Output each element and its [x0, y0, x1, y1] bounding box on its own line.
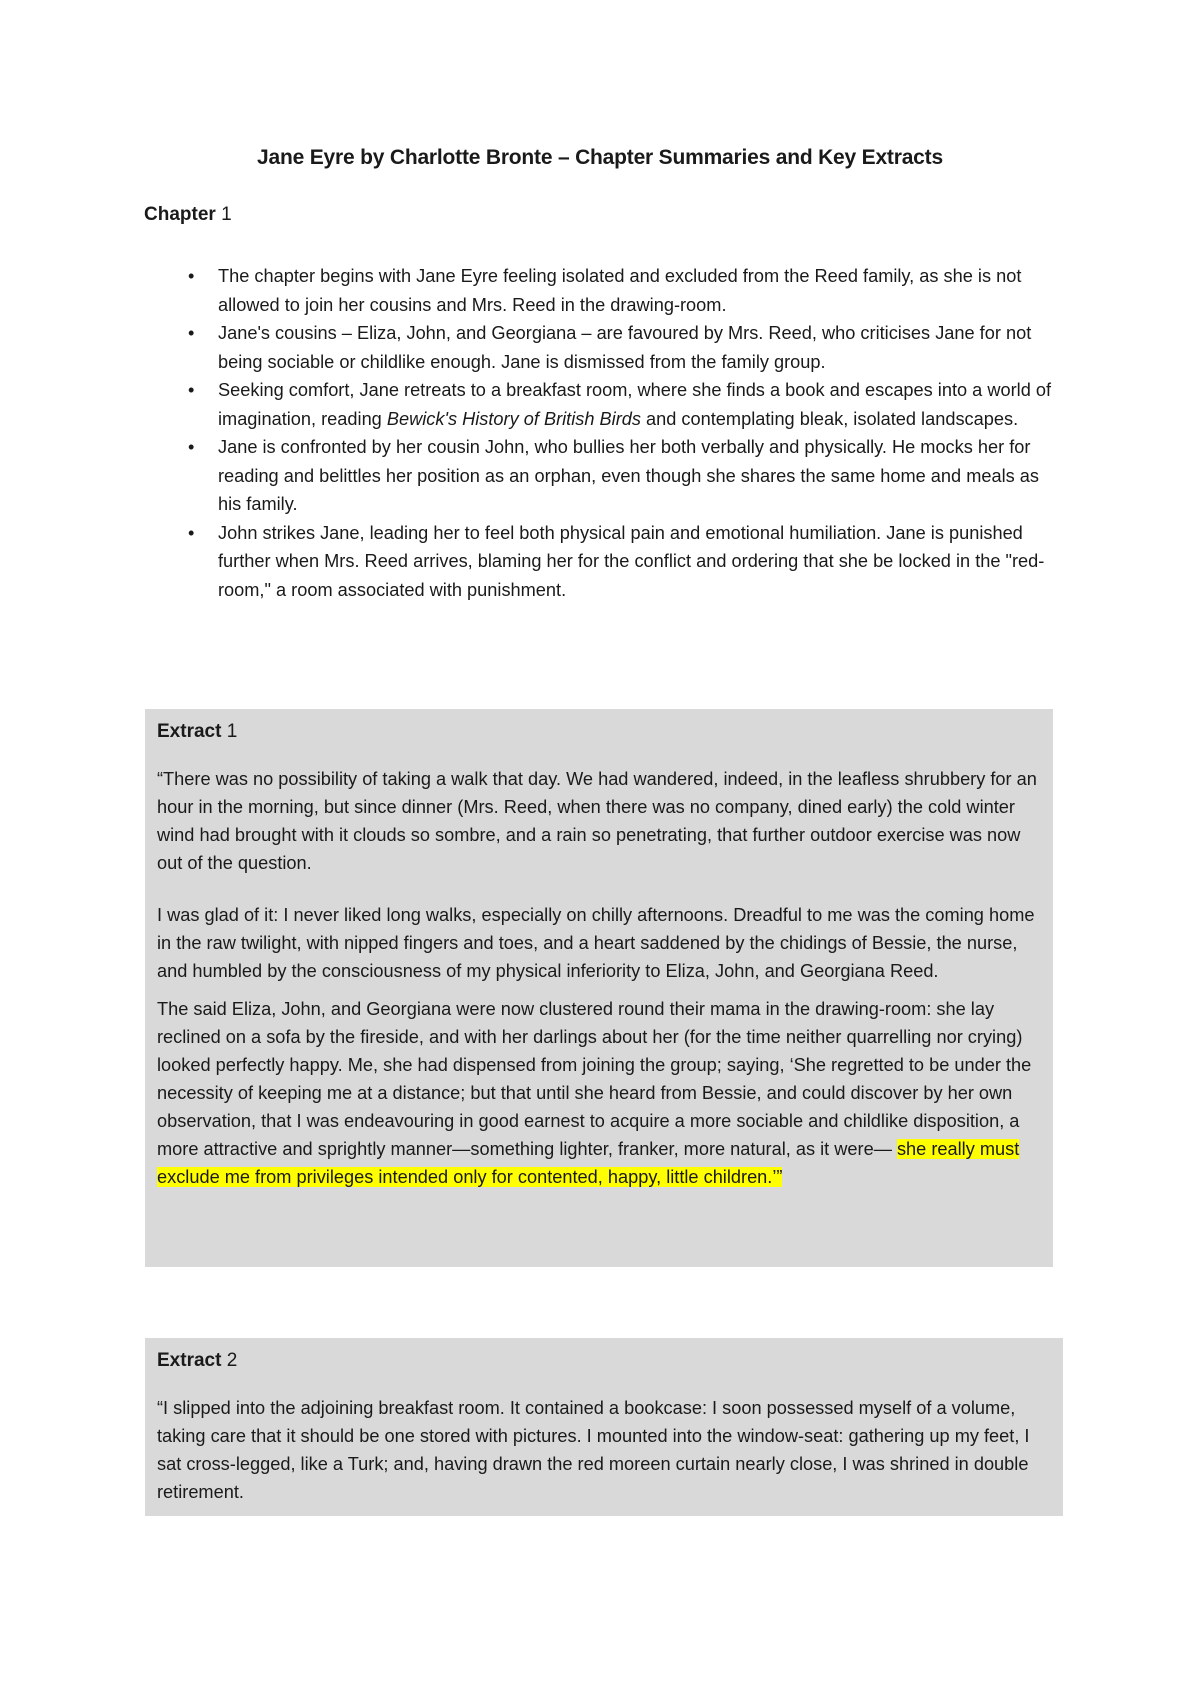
- extract-number: 2: [226, 1350, 238, 1371]
- summary-bullet: [144, 519, 1064, 605]
- highlighted-quote: she really must exclude me from privileges intended only for contented, happy, little children.’”: [157, 1139, 1020, 1187]
- summary-bullet: [144, 433, 1064, 519]
- chapter-label: Chapter: [144, 204, 216, 225]
- summary-bullet: [144, 319, 1064, 376]
- extract-paragraph: [157, 995, 1037, 1191]
- summary-bullet-text: Jane is confronted by her cousin John, who bullies her both verbally and physically. He mocks her for reading and belittles her position as an orphan, even though she shares the same home and meals as his family.: [218, 437, 1039, 514]
- extract-paragraph: “There was no possibility of taking a walk that day. We had wandered, indeed, in the leafless shrubbery for an hour in the morning, but since dinner (Mrs. Reed, when there was no company, dined early) the cold winter wind had brought with it clouds so sombre, and a rain so penetrating, that further outdoor exercise was now out of the question.: [157, 769, 1037, 873]
- chapter-heading: [144, 204, 232, 226]
- extract-paragraph: “I slipped into the adjoining breakfast room. It contained a bookcase: I soon possessed myself of a volume, taking care that it should be one stored with pictures. I mounted into the window-seat: gathering up my feet, I sat cross-legged, like a Turk; and, having drawn the red moreen curtain nearly close, I was shrined in double retirement.: [157, 1398, 1030, 1502]
- document-title: Jane Eyre by Charlotte Bronte – Chapter Summaries and Key Extracts: [257, 146, 943, 169]
- extract-text: The said Eliza, John, and Georgiana were now clustered round their mama in the drawing-room: she lay reclined on a sofa by the fireside, and with her darlings about her (for the time neither quarrelling nor crying) looked perfectly happy. Me, she had dispensed from joining the group; saying, ‘She regretted to be under the necessity of keeping me at a distance; but that until she heard from Bessie, and could discover by her own observation, that I was endeavouring in good earnest to acquire a more sociable and childlike disposition, a more attractive and sprightly manner—something lighter, franker, more natural, as it were—: [157, 999, 1032, 1159]
- extract-label: Extract: [157, 1350, 222, 1371]
- extract-box-2: [145, 1338, 1063, 1516]
- summary-bullet-text: Seeking comfort, Jane retreats to a breakfast room, where she finds a book and escapes into a world of imagination, reading: [218, 380, 1052, 429]
- summary-bullet-text: John strikes Jane, leading her to feel both physical pain and emotional humiliation. Jane is punished further when Mrs. Reed arrives, blaming her for the conflict and ordering that she be locked in the "red-room," a room associated with punishment.: [218, 522, 1045, 600]
- extract-label: Extract: [157, 721, 222, 742]
- summary-bullet-text: Jane's cousins – Eliza, John, and Georgiana – are favoured by Mrs. Reed, who criticises Jane for not being sociable or childlike enough. Jane is dismissed from the family group.: [218, 323, 1032, 372]
- extract-number: 1: [226, 721, 238, 742]
- book-title-italic: Bewick's History of British Birds: [386, 408, 641, 429]
- summary-bullet-text: The chapter begins with Jane Eyre feeling isolated and excluded from the Reed family, as she is not allowed to join her cousins and Mrs. Reed in the drawing-room.: [218, 266, 1022, 315]
- chapter-summary-list: [144, 262, 1064, 604]
- extract-heading: [157, 721, 1037, 743]
- chapter-number: 1: [221, 204, 232, 225]
- summary-bullet-text: and contemplating bleak, isolated landscapes.: [640, 408, 1019, 429]
- extract-box-1: [145, 709, 1053, 1267]
- summary-bullet: [144, 262, 1064, 319]
- extract-heading: [157, 1350, 1047, 1372]
- extract-paragraph: I was glad of it: I never liked long walks, especially on chilly afternoons. Dreadful to me was the coming home in the raw twilight, with nipped fingers and toes, and a heart saddened by the chidings of Bessie, the nurse, and humbled by the consciousness of my physical inferiority to Eliza, John, and Georgiana Reed.: [157, 905, 1035, 981]
- summary-bullet: [144, 376, 1064, 433]
